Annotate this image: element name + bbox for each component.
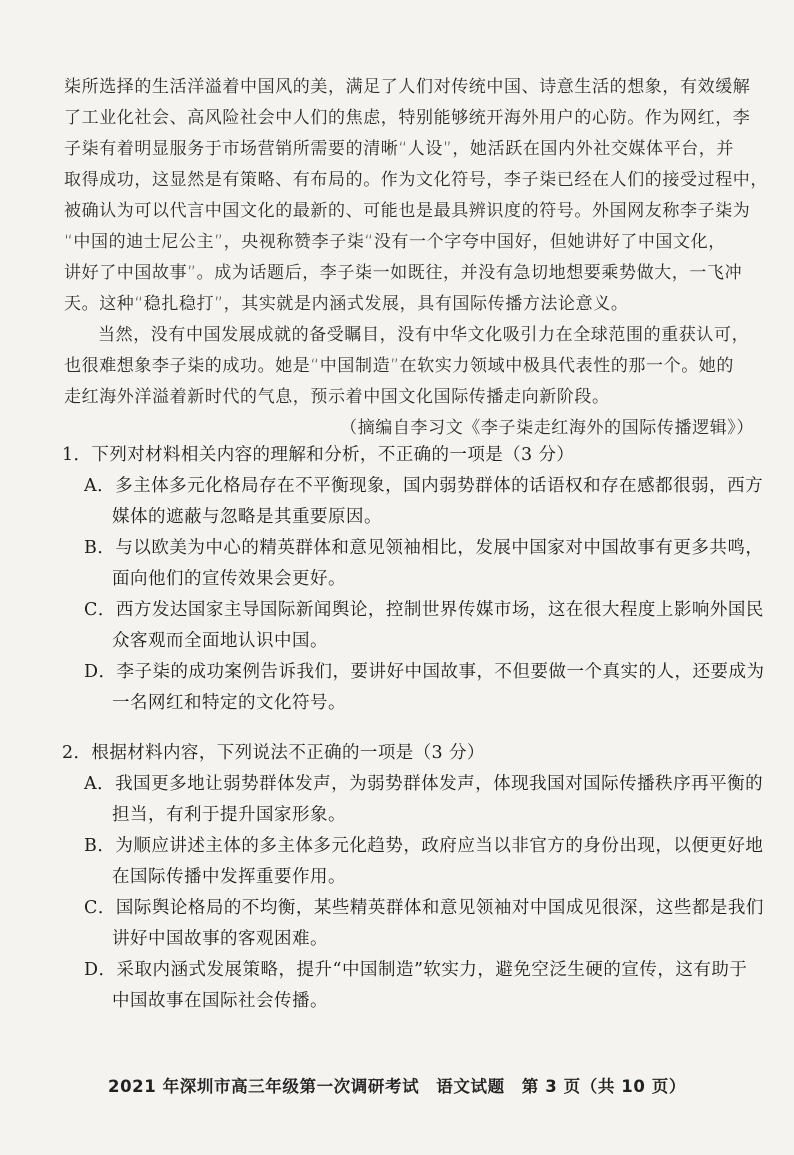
option-d [84,657,772,719]
passage-line: 被确认为可以代言中国文化的最新的、可能也是最具辨识度的符号。外国网友称李子柒为 [64,201,751,221]
page-footer: 2021 年深圳市高三年级第一次调研考试 语文试题 第 3 页（共 10 页） [108,1077,686,1096]
passage-line: 柒所选择的生活洋溢着中国风的美，满足了人们对传统中国、诗意生活的想象，有效缓解 [64,77,751,97]
option-text: D．采取内涵式发展策略，提升“中国制造”软实力，避免空泛生硬的宣传，这有助于 [84,960,748,980]
option-text: A．多主体多元化格局存在不平衡现象，国内弱势群体的话语权和存在感都很弱，西方 [84,476,764,496]
option-c [84,595,772,657]
option-text: 媒体的遮蔽与忽略是其重要原因。 [112,507,382,527]
passage-line: “中国的迪士尼公主”，央视称赞李子柒“没有一个字夸中国好，但她讲好了中国文化， [64,232,726,252]
passage-source: （摘编自李习文《李子柒走红海外的国际传播逻辑》） [340,418,754,438]
question-2 [62,738,772,1017]
option-text: B．为顺应讲述主体的多主体多元化趋势，政府应当以非官方的身份出现，以便更好地 [84,836,764,856]
option-text: 讲好中国故事的客观困难。 [112,929,328,949]
option-a [84,471,772,533]
option-text: C．西方发达国家主导国际新闻舆论，控制世界传媒市场，这在很大程度上影响外国民 [84,600,764,620]
option-text: D．李子柒的成功案例告诉我们，要讲好中国故事，不但要做一个真实的人，还要成为 [84,662,765,682]
option-text: 在国际传播中发挥重要作用。 [112,867,346,887]
passage-line: 子柒有着明显服务于市场营销所需要的清晰“人设”，她活跃在国内外社交媒体平台，并 [64,139,735,159]
passage-line: 当然，没有中国发展成就的备受瞩目，没有中华文化吸引力在全球范围的重获认可， [98,325,750,345]
option-b [84,533,772,595]
option-text: C．国际舆论格局的不均衡，某些精英群体和意见领袖对中国成见很深，这些都是我们 [84,898,764,918]
option-text: 面向他们的宣传效果会更好。 [112,569,346,589]
option-text: 担当，有利于提升国家形象。 [112,805,346,825]
option-a [84,769,772,831]
option-text: 一名网红和特定的文化符号。 [112,693,346,713]
option-b [84,831,772,893]
passage-line: 也很难想象李子柒的成功。她是“中国制造”在软实力领域中极具代表性的那一个。她的 [64,356,735,376]
option-text: 中国故事在国际社会传播。 [112,991,328,1011]
passage-line: 天。这种“稳扎稳打”，其实就是内涵式发展，具有国际传播方法论意义。 [64,294,629,314]
option-text: B．与以欧美为中心的精英群体和意见领袖相比，发展中国家对中国故事有更多共鸣， [84,538,764,558]
reading-passage [64,72,768,444]
option-d [84,955,772,1017]
question-1 [62,440,772,719]
passage-line: 取得成功，这显然是有策略、有布局的。作为文化符号，李子柒已经在人们的接受过程中， [64,170,768,190]
passage-line: 走红海外洋溢着新时代的气息，预示着中国文化国际传播走向新阶段。 [64,387,610,407]
option-c [84,893,772,955]
option-text: 众客观而全面地认识中国。 [112,631,328,651]
option-text: A．我国更多地让弱势群体发声，为弱势群体发声，体现我国对国际传播秩序再平衡的 [84,774,764,794]
passage-line: 了工业化社会、高风险社会中人们的焦虑，特别能够统开海外用户的心防。作为网红，李 [64,108,751,128]
question-stem: 1．下列对材料相关内容的理解和分析，不正确的一项是（3 分） [62,445,575,465]
passage-line: 讲好了中国故事”。成为话题后，李子柒一如既往，并没有急切地想要乘势做大，一飞冲 [64,263,743,283]
question-stem: 2．根据材料内容，下列说法不正确的一项是（3 分） [62,743,485,763]
